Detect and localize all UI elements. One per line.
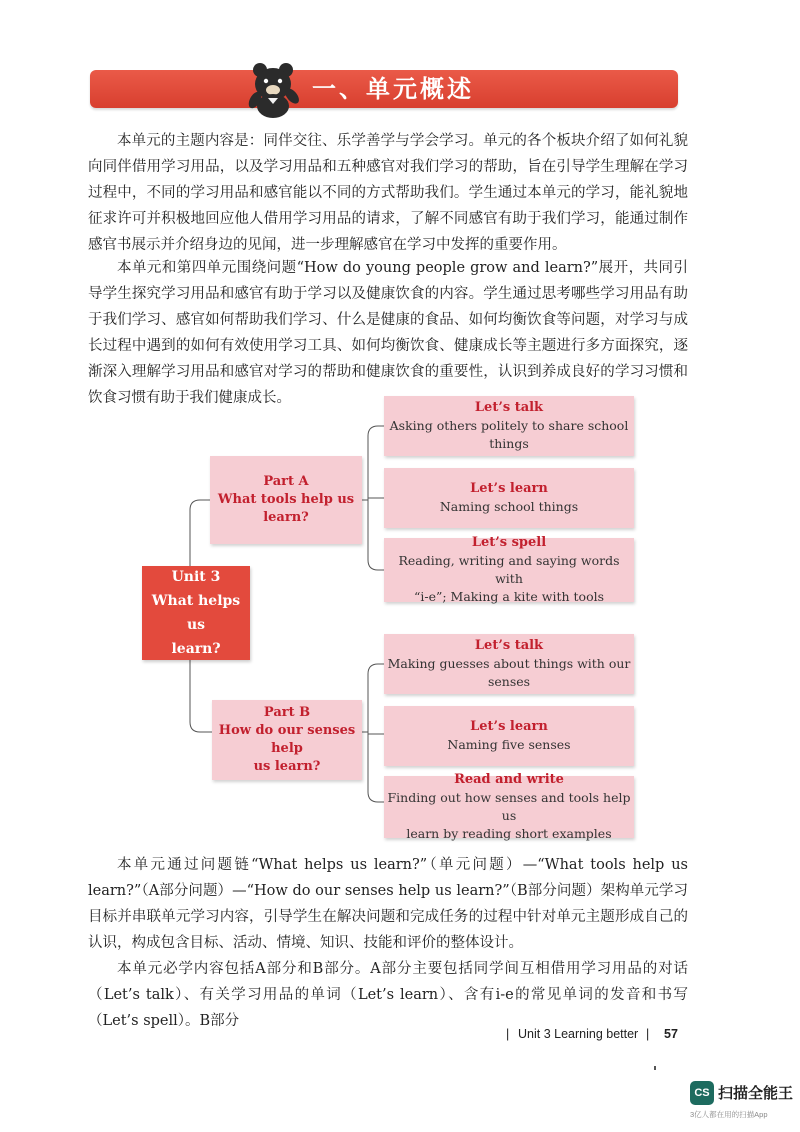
overview-paragraph: 本单元和第四单元围绕问题“How do young people grow and learn?”展开，共同引导学生探究学习用品和感官有助于学习以及健康饮食的内容。学生通过思考哪些学习用品有助于我们学习、感官如何帮助我们学习、什么是健康的食品、如何均衡饮食等问题，对学习与成长过程中遇到的如何有效使用学习工具、如何均衡饮食、健康成长等主题进行多方面探究，逐渐深入理解学习用品和感官对学习的帮助和健康饮食的重要性，认识到养成良好的学习习惯和饮食习惯有助于我们健康成长。 bbox=[88, 260, 688, 406]
item-title: Let’s talk bbox=[474, 638, 544, 653]
item-desc: Asking others politely to share school things bbox=[389, 418, 629, 451]
watermark-tagline: 3亿人都在用的扫描App bbox=[690, 1110, 768, 1119]
item-title: Let’s talk bbox=[474, 400, 544, 415]
unit-node bbox=[142, 566, 250, 660]
footer-separator: | bbox=[646, 1027, 650, 1041]
camscanner-logo-icon: CS bbox=[690, 1081, 714, 1105]
item-desc: Finding out how senses and tools help us bbox=[387, 790, 631, 823]
overview-paragraph: 本单元的主题内容是：同伴交往、乐学善学与学会学习。单元的各个板块介绍了如何礼貌向同伴借用学习用品，以及学习用品和五种感官对我们学习的帮助，旨在引导学生理解在学习过程中，不同的学习用品和感官能以不同的方式帮助我们。学生通过本单元的学习，能礼貌地征求许可并积极地回应他人借用学习用品的请求，了解不同感官有助于我们学习，能通过制作感官书展示并介绍身边的见闻，进一步理解感官在学习中发挥的重要作用。 bbox=[88, 133, 688, 253]
part-a-title: Part A bbox=[263, 474, 309, 489]
item-desc: Naming five senses bbox=[447, 737, 571, 752]
part-b-item-read-and-write bbox=[384, 772, 634, 841]
scan-speck bbox=[654, 1066, 656, 1070]
page-number: 57 bbox=[664, 1027, 678, 1041]
unit-line: Unit 3 bbox=[171, 569, 221, 585]
unit-line: What helps us bbox=[151, 593, 241, 633]
overview-paragraph: 本单元必学内容包括A部分和B部分。A部分主要包括同学间互相借用学习用品的对话（Let’s talk）、有关学习用品的单词（Let’s learn）、含有i-e的常见单词的发音和书写（Let’s spell）。B部分 bbox=[88, 961, 688, 1029]
item-title: Let’s spell bbox=[471, 535, 547, 550]
unit-line: learn? bbox=[171, 641, 221, 657]
part-a-item-lets-talk bbox=[384, 396, 634, 456]
part-b-item-lets-learn bbox=[384, 706, 634, 766]
item-desc: Naming school things bbox=[439, 499, 579, 514]
part-b-node bbox=[212, 700, 362, 780]
part-a-item-lets-spell bbox=[384, 535, 634, 604]
part-a-question: What tools help us learn? bbox=[217, 492, 355, 525]
part-a-item-lets-learn bbox=[384, 468, 634, 528]
item-desc: learn by reading short examples bbox=[406, 826, 612, 841]
footer-unit-label: Unit 3 Learning better bbox=[518, 1027, 639, 1041]
overview-paragraph: 本单元通过问题链“What helps us learn?”（单元问题）—“What tools help us learn?”（A部分问题）—“How do our senses help us learn?”（B部分问题）架构单元学习目标并串联单元学习内容，引导学生在解决问题和完成任务的过程中针对单元主题形成自己的认识，构成包含目标、活动、情境、知识、技能和评价的整体设计。 bbox=[88, 857, 688, 951]
item-title: Let’s learn bbox=[470, 481, 548, 496]
watermark-name: 扫描全能王 bbox=[718, 1085, 794, 1102]
item-desc: Reading, writing and saying words with bbox=[398, 553, 620, 586]
part-b-title: Part B bbox=[263, 705, 311, 720]
part-a-node bbox=[210, 456, 362, 544]
item-title: Read and write bbox=[454, 772, 564, 787]
item-desc: “i-e”; Making a kite with tools bbox=[413, 589, 605, 604]
part-b-item-lets-talk bbox=[384, 634, 634, 694]
part-b-question: us learn? bbox=[253, 759, 321, 774]
item-title: Let’s learn bbox=[470, 719, 548, 734]
footer-separator: | bbox=[506, 1027, 510, 1041]
item-desc: Making guesses about things with our senses bbox=[387, 656, 631, 689]
part-b-question: How do our senses help bbox=[218, 723, 356, 756]
section-title: 一、单元概述 bbox=[312, 74, 474, 103]
